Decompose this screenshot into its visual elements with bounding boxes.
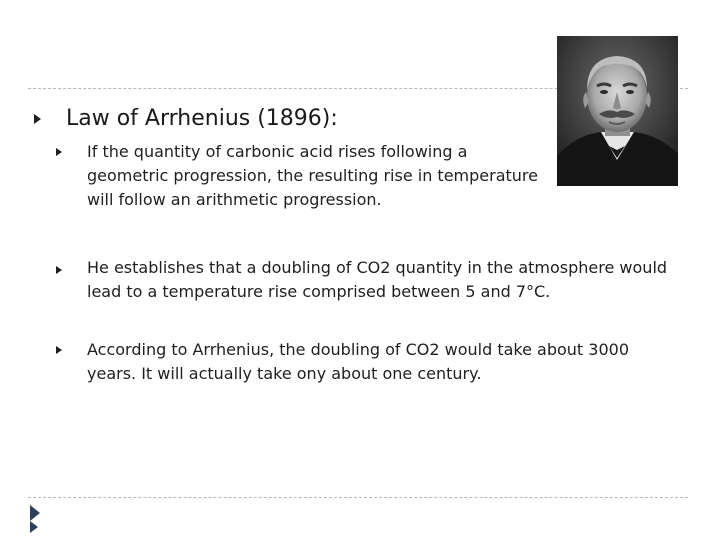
bullet-2-line-1: He establishes that a doubling of CO2 quantity in the atmosphere would [87,258,668,277]
triangle-right-icon [56,346,62,354]
bullet-3-line-2: years. It will actually take ony about one century. [87,364,482,383]
triangle-right-icon [34,114,41,124]
nav-arrow-icon[interactable] [30,521,38,533]
portrait-illustration [557,36,678,186]
triangle-right-icon [56,148,62,156]
bullet-3-line-1: According to Arrhenius, the doubling of CO2 would take about 3000 [87,340,630,359]
portrait-photo [557,36,678,186]
slide-heading: Law of Arrhenius (1896): [66,106,338,131]
bullet-1 [87,140,538,212]
bottom-divider [28,497,688,498]
bullet-1-line-3: will follow an arithmetic progression. [87,190,382,209]
nav-arrow-icon[interactable] [30,505,40,521]
bullet-1-line-2: geometric progression, the resulting rise in temperature [87,166,538,185]
triangle-right-icon [56,266,62,274]
bullet-2 [87,256,667,304]
bullet-3 [87,338,629,386]
bullet-1-line-1: If the quantity of carbonic acid rises following a [87,142,468,161]
bullet-2-line-2: lead to a temperature rise comprised between 5 and 7°C. [87,282,551,301]
